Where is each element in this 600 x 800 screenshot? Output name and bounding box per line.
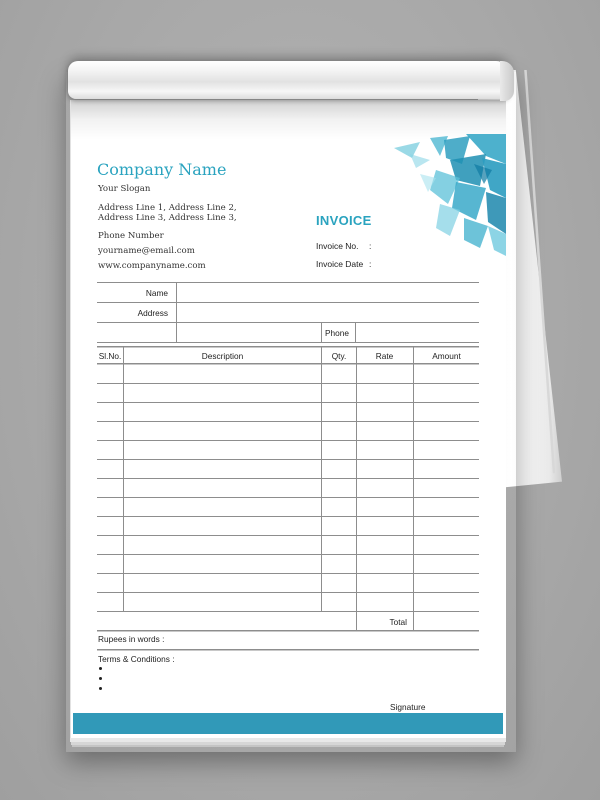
table-row[interactable] <box>97 554 479 555</box>
terms-bullet <box>99 677 102 680</box>
table-row[interactable] <box>97 573 479 574</box>
invoice-title: INVOICE <box>316 213 372 228</box>
phone-field[interactable] <box>356 323 479 342</box>
company-website: www.companyname.com <box>98 261 206 271</box>
name-field[interactable] <box>177 283 479 302</box>
table-row[interactable] <box>97 516 479 517</box>
table-row[interactable] <box>97 402 479 403</box>
column-divider <box>356 346 357 630</box>
column-header-rate: Rate <box>375 351 394 361</box>
terms-bullet <box>99 667 102 670</box>
pad-stack-edge <box>72 745 504 747</box>
table-row[interactable] <box>97 592 479 593</box>
terms-bullet <box>99 687 102 690</box>
table-top-rule <box>97 346 479 348</box>
name-label: Name <box>145 288 168 298</box>
table-row[interactable] <box>97 478 479 479</box>
table-row[interactable] <box>97 421 479 422</box>
column-divider <box>413 346 414 630</box>
table-row[interactable] <box>97 535 479 536</box>
column-header-description: Description <box>201 351 244 361</box>
phone-label: Phone <box>325 328 349 338</box>
table-row[interactable] <box>97 383 479 384</box>
customer-bottom-rule <box>97 342 479 343</box>
invoice-date-label: Invoice Date <box>316 259 364 269</box>
terms-label: Terms & Conditions : <box>98 654 175 664</box>
table-row[interactable] <box>97 497 479 498</box>
rupees-in-words-label: Rupees in words : <box>98 634 165 644</box>
address-line-1: Address Line 1, Address Line 2, <box>98 203 237 213</box>
column-header-qty: Qty. <box>331 351 347 361</box>
footer-teal-band <box>73 713 503 734</box>
invoice-number-colon: : <box>369 241 372 251</box>
address-field[interactable] <box>177 303 479 322</box>
signature-label: Signature <box>390 702 426 712</box>
invoice-number-label: Invoice No. <box>316 241 359 251</box>
company-name: Company Name <box>97 160 227 179</box>
rupees-in-words-field[interactable] <box>170 632 479 649</box>
company-email: yourname@email.com <box>98 246 195 256</box>
company-slogan: Your Slogan <box>98 184 151 194</box>
table-row[interactable] <box>97 459 479 460</box>
total-amount-field[interactable] <box>414 612 479 630</box>
rolled-page-top <box>68 61 510 99</box>
address-label: Address <box>137 308 168 318</box>
rolled-page-end <box>500 61 514 101</box>
company-phone: Phone Number <box>98 231 164 241</box>
column-header-amount: Amount <box>432 351 461 361</box>
table-row[interactable] <box>97 440 479 441</box>
total-label: Total <box>389 617 407 627</box>
address-line-2: Address Line 3, Address Line 3, <box>98 213 237 223</box>
column-header-slno: Sl.No. <box>98 351 122 361</box>
invoice-date-colon: : <box>369 259 372 269</box>
crystal-shards-icon <box>390 134 506 256</box>
rupees-bottom-rule <box>97 649 479 651</box>
table-header-rule <box>97 363 479 365</box>
address-field-2[interactable] <box>177 323 321 342</box>
